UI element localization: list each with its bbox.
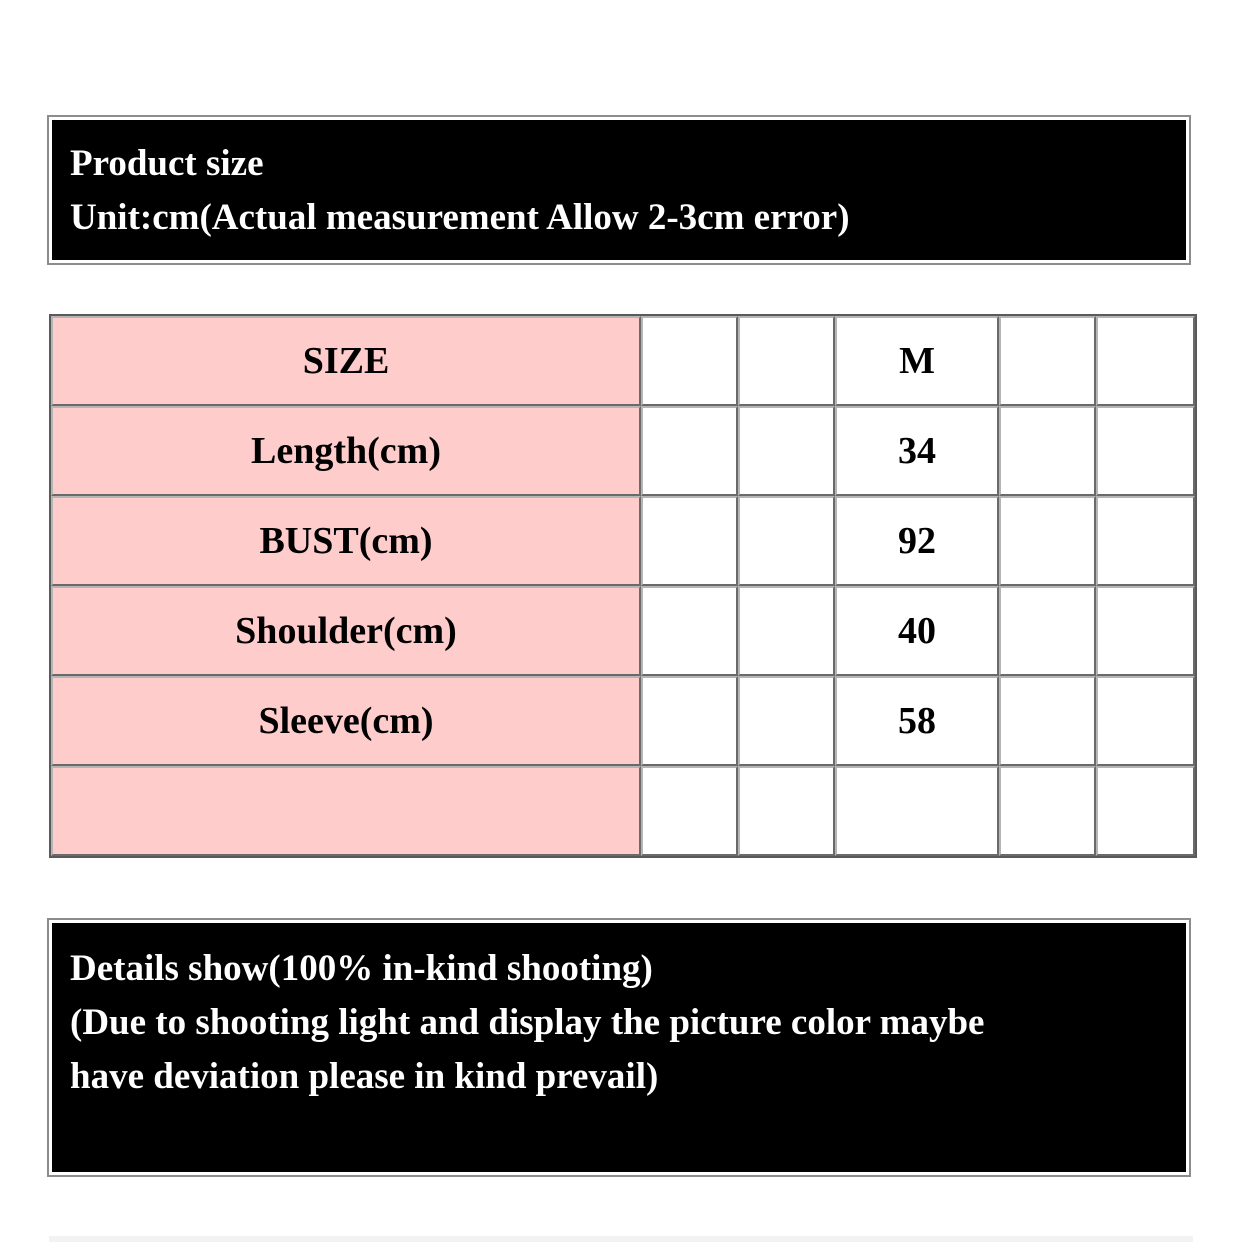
table-cell <box>999 766 1096 856</box>
table-cell: M <box>835 316 999 406</box>
table-row <box>51 766 1195 856</box>
row-label: Shoulder(cm) <box>51 586 641 676</box>
table-cell <box>738 406 835 496</box>
table-cell <box>641 676 738 766</box>
row-label: SIZE <box>51 316 641 406</box>
table-cell <box>738 496 835 586</box>
table-cell <box>999 586 1096 676</box>
table-cell <box>999 316 1096 406</box>
details-note-line-1: (Due to shooting light and display the picture color maybe <box>70 1002 985 1043</box>
details-title: Details show(100% in-kind shooting) <box>70 948 653 989</box>
table-cell <box>999 406 1096 496</box>
table-cell <box>738 766 835 856</box>
unit-note: Unit:cm(Actual measurement Allow 2-3cm error) <box>70 197 850 238</box>
table-cell <box>641 586 738 676</box>
row-label: Length(cm) <box>51 406 641 496</box>
table-row <box>51 676 1195 766</box>
table-cell <box>999 496 1096 586</box>
table-cell <box>835 766 999 856</box>
table-row <box>51 586 1195 676</box>
row-label <box>51 766 641 856</box>
table-cell: 40 <box>835 586 999 676</box>
table-cell <box>1096 496 1195 586</box>
table-cell <box>738 586 835 676</box>
table-row <box>51 406 1195 496</box>
details-note-line-2: have deviation please in kind prevail) <box>70 1056 659 1097</box>
next-section-edge <box>49 1236 1193 1242</box>
table-cell <box>1096 406 1195 496</box>
size-table <box>49 314 1197 858</box>
table-cell <box>641 406 738 496</box>
table-cell <box>738 316 835 406</box>
table-cell <box>1096 766 1195 856</box>
table-cell: 92 <box>835 496 999 586</box>
table-cell <box>641 316 738 406</box>
table-cell <box>641 766 738 856</box>
details-banner <box>49 920 1189 1175</box>
row-label: Sleeve(cm) <box>51 676 641 766</box>
table-cell: 34 <box>835 406 999 496</box>
table-cell <box>999 676 1096 766</box>
row-label: BUST(cm) <box>51 496 641 586</box>
table-row <box>51 316 1195 406</box>
table-row <box>51 496 1195 586</box>
table-cell <box>641 496 738 586</box>
product-size-title: Product size <box>70 143 264 184</box>
table-cell <box>1096 586 1195 676</box>
table-cell <box>738 676 835 766</box>
table-cell <box>1096 676 1195 766</box>
table-cell: 58 <box>835 676 999 766</box>
table-cell <box>1096 316 1195 406</box>
product-size-banner <box>49 117 1189 263</box>
